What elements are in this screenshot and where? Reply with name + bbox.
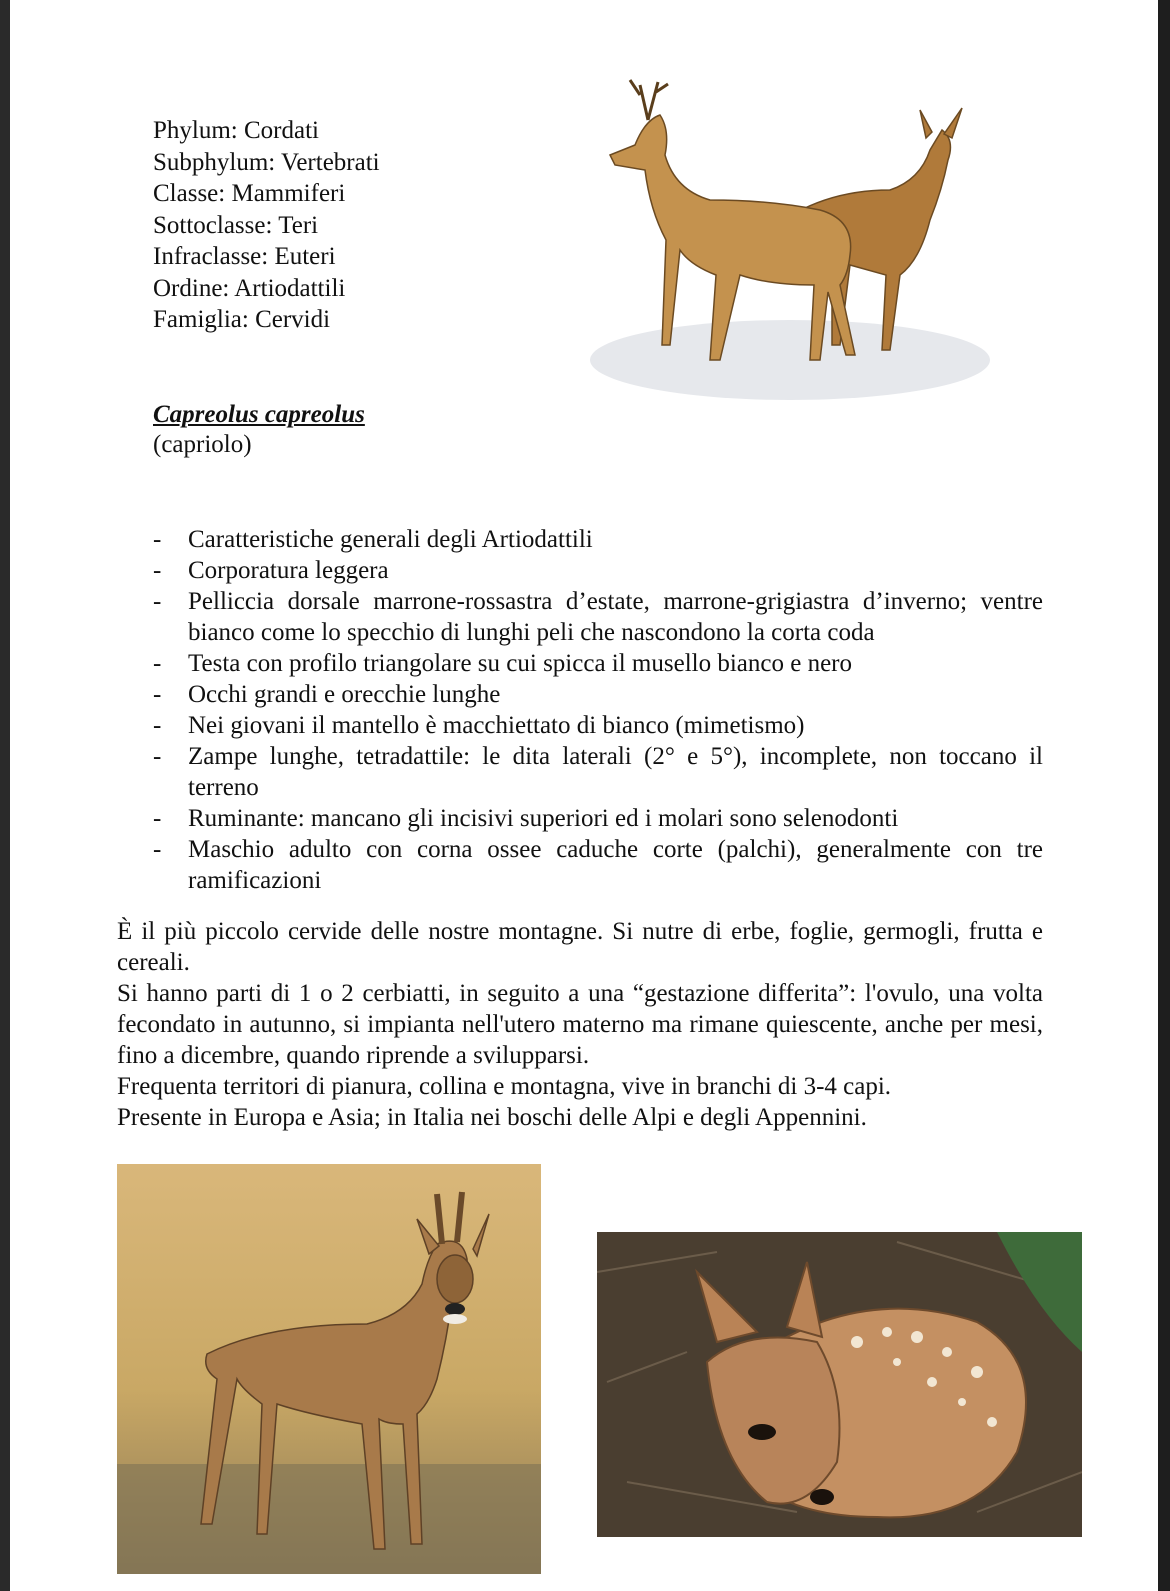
roe-deer-buck-photo <box>117 1164 541 1574</box>
paragraph: Frequenta territori di pianura, collina e montagna, vive in branchi di 3-4 capi. <box>117 1073 892 1100</box>
list-item-text: Caratteristiche generali degli Artiodattili <box>188 526 593 553</box>
list-item <box>153 524 1043 555</box>
description-text <box>117 916 1043 1133</box>
species-common-name: (capriolo) <box>153 431 252 458</box>
list-item <box>153 803 1043 834</box>
taxonomy-subphylum: Subphylum: Vertebrati <box>153 148 380 176</box>
list-item-text: Testa con profilo triangolare su cui spicca il musello bianco e nero <box>188 650 853 677</box>
list-item-text: Ruminante: mancano gli incisivi superiori ed i molari sono selenodonti <box>188 805 899 832</box>
taxonomy-phylum: Phylum: Cordati <box>153 117 319 144</box>
paragraph: È il più piccolo cervide delle nostre montagne. Si nutre di erbe, foglie, germogli, frutta e cereali. <box>117 918 1043 976</box>
list-item <box>153 555 1043 586</box>
taxonomy-subclass: Sottoclasse: Teri <box>153 211 319 239</box>
taxonomy-family: Famiglia: Cervidi <box>153 306 331 333</box>
taxonomy-order: Ordine: Artiodattili <box>153 274 346 302</box>
document-page <box>10 0 1158 1591</box>
roe-deer-fawn-photo <box>597 1232 1082 1537</box>
species-scientific-name: Capreolus capreolus <box>153 401 365 428</box>
paragraph: Si hanno parti di 1 o 2 cerbiatti, in seguito a una “gestazione differita”: l'ovulo, una volta fecondato in autunno, si impianta nell'utero materno ma rimane quiescente, anche per mesi, fino a dicembre, quando riprende a svilupparsi. <box>117 980 1043 1069</box>
list-item <box>153 679 1043 710</box>
taxonomy-block <box>153 115 380 336</box>
bullet-dash: - <box>153 526 162 553</box>
taxonomy-class: Classe: Mammiferi <box>153 180 346 207</box>
list-item-text: Zampe lunghe, tetradattile: le dita laterali (2° e 5°), incomplete, non toccano il terreno <box>188 743 1043 801</box>
bullet-dash: - <box>153 650 162 677</box>
list-item-text: Nei giovani il mantello è macchiettato di bianco (mimetismo) <box>188 712 805 739</box>
list-item-text: Corporatura leggera <box>188 557 389 584</box>
list-item-text: Occhi grandi e orecchie lunghe <box>188 681 501 708</box>
roe-deer-pair-illustration <box>570 60 990 440</box>
paragraph: Presente in Europa e Asia; in Italia nei boschi delle Alpi e degli Appennini. <box>117 1104 867 1131</box>
window-right-edge <box>1158 0 1170 1591</box>
bullet-dash: - <box>153 712 162 739</box>
bullet-dash: - <box>153 588 162 615</box>
list-item-text: Maschio adulto con corna ossee caduche corte (palchi), generalmente con tre ramificazioni <box>188 836 1043 894</box>
list-item <box>153 648 1043 679</box>
bullet-dash: - <box>153 743 162 770</box>
list-item <box>153 741 1043 803</box>
bullet-dash: - <box>153 557 162 584</box>
list-item-text: Pelliccia dorsale marrone-rossastra d’estate, marrone-grigiastra d’inverno; ventre bianco come lo specchio di lunghi peli che nascondono la corta coda <box>188 588 1043 646</box>
list-item <box>153 586 1043 648</box>
list-item <box>153 834 1043 896</box>
bullet-dash: - <box>153 836 162 863</box>
taxonomy-infraclass: Infraclasse: Euteri <box>153 243 336 270</box>
bullet-dash: - <box>153 805 162 832</box>
species-heading <box>153 400 365 460</box>
bullet-dash: - <box>153 681 162 708</box>
list-item <box>153 710 1043 741</box>
window-left-edge <box>0 0 10 1591</box>
features-list <box>153 524 1043 896</box>
